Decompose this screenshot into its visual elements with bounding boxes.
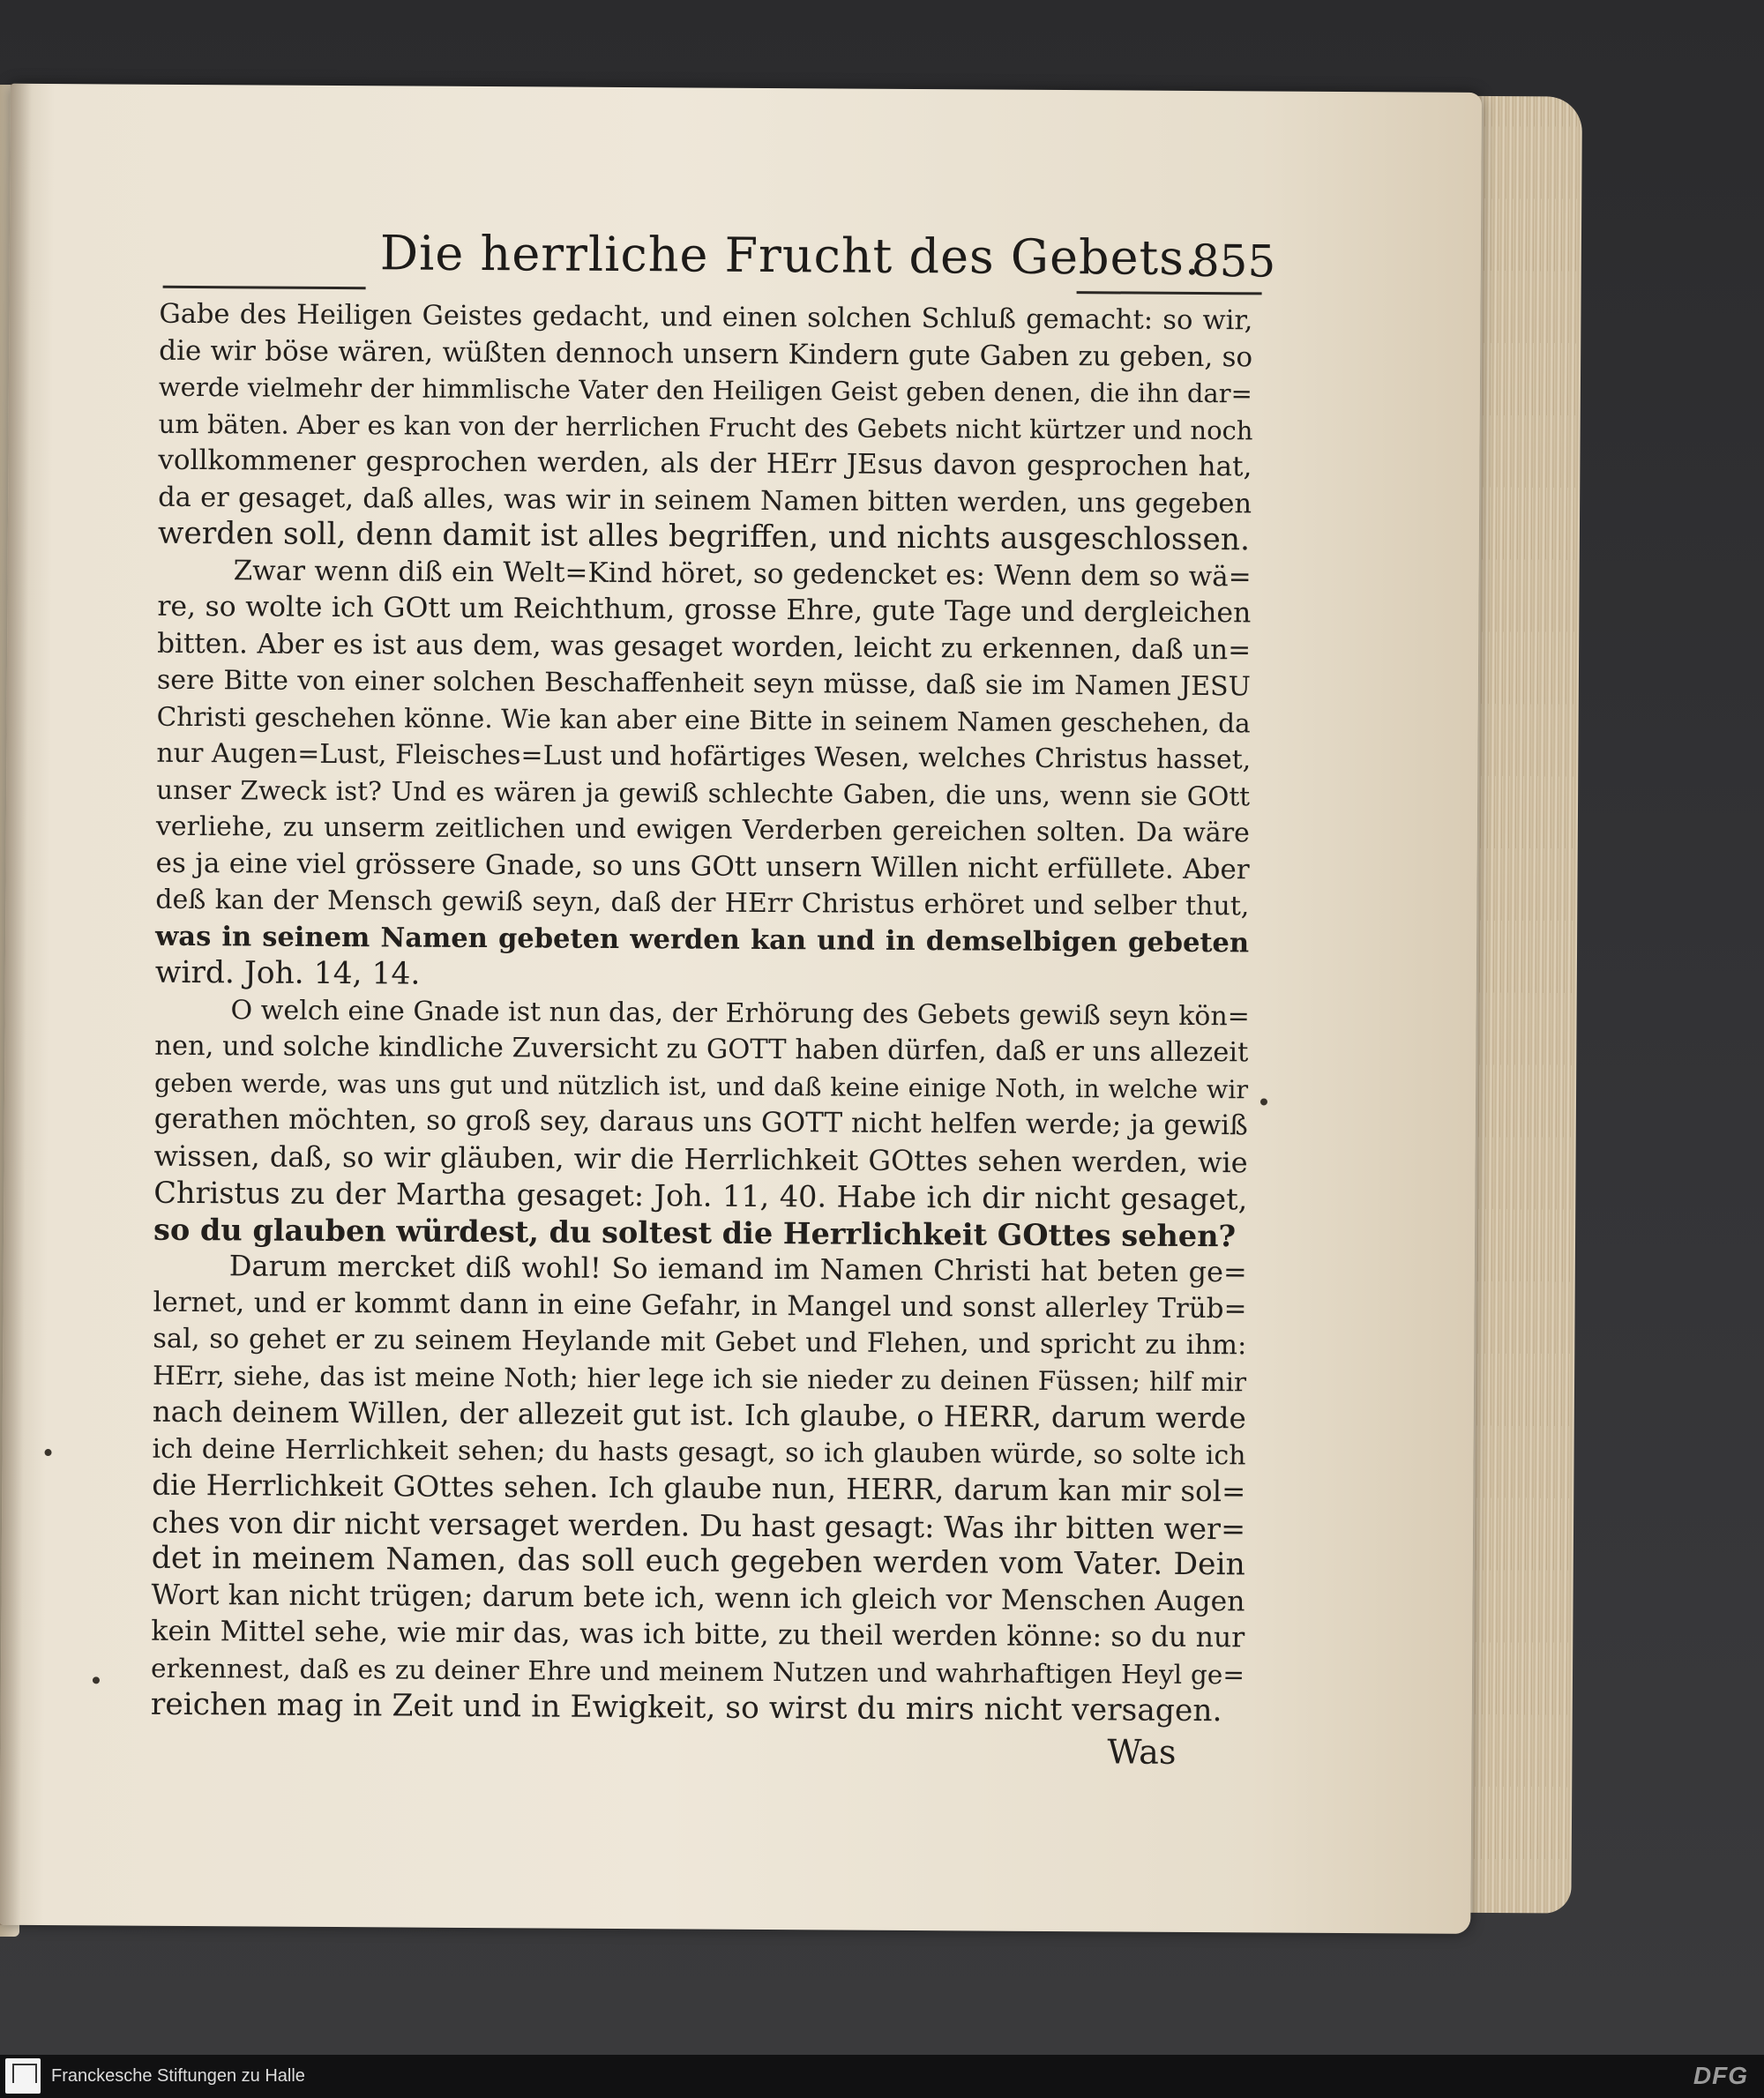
- text-line: so du glauben würdest, du soltest die Herrlichkeit GOttes sehen?: [153, 1212, 1237, 1253]
- viewer-footer: [0, 2055, 1764, 2098]
- book-page: [0, 84, 1482, 1934]
- text-line: Christi geschehen könne. Wie kan aber eine Bitte in seinem Namen geschehen, da: [156, 701, 1251, 738]
- text-line: werden soll, denn damit ist alles begriffen, und nichts ausgeschlossen.: [157, 515, 1251, 558]
- book-page-block: [0, 84, 1528, 1936]
- text-line: wird. Joh. 14, 14.: [154, 954, 421, 992]
- text-line: sere Bitte von einer solchen Beschaffenheit seyn müsse, daß sie im Namen JESU: [156, 664, 1251, 703]
- text-line: Wort kan nicht trügen; darum bete ich, wenn ich gleich vor Menschen Augen: [151, 1579, 1245, 1617]
- running-title: Die herrliche Frucht des Gebets.: [379, 225, 1201, 286]
- text-line: verliehe, zu unserm zeitlichen und ewigen Verderben gereichen solten. Da wäre: [155, 810, 1250, 849]
- header-rule-left: [163, 286, 366, 289]
- text-line: nach deinem Willen, der allezeit gut ist. Ich glaube, o HERR, darum werde: [152, 1394, 1246, 1436]
- text-line: ches von dir nicht versaget werden. Du hast gesagt: Was ihr bitten wer=: [151, 1504, 1246, 1546]
- text-line: bitten. Aber es ist aus dem, was gesaget worden, leicht zu erkennen, daß un=: [157, 627, 1252, 666]
- text-line: vollkommener gesprochen werden, als der HErr JEsus davon gesprochen hat,: [158, 444, 1252, 483]
- text-line: um bäten. Aber es kan von der herrlichen Frucht des Gebets nicht kürtzer und noch: [158, 408, 1253, 445]
- catchword: Was: [1107, 1732, 1177, 1772]
- page-number: 855: [1191, 235, 1276, 287]
- text-line: reichen mag in Zeit und in Ewigkeit, so wirst du mirs nicht versagen.: [150, 1686, 1222, 1729]
- text-line: nen, und solche kindliche Zuversicht zu GOTT haben dürfen, daß er uns allezeit: [154, 1030, 1249, 1069]
- text-line: O welch eine Gnade ist nun das, der Erhörung des Gebets gewiß seyn kön=: [230, 994, 1250, 1032]
- text-line: geben werde, was uns gut und nützlich ist, und daß keine einige Noth, in welche wir: [153, 1068, 1249, 1104]
- text-line: gerathen möchten, so groß sey, daraus uns GOTT nicht helfen werde; ja gewiß: [153, 1102, 1248, 1142]
- institution-name[interactable]: Franckesche Stiftungen zu Halle: [51, 2066, 305, 2086]
- ink-speck: [45, 1449, 52, 1456]
- text-line: sal, so gehet er zu seinem Heylande mit Gebet und Flehen, und spricht zu ihm:: [153, 1323, 1247, 1362]
- ink-speck: [93, 1676, 100, 1684]
- text-line: nur Augen=Lust, Fleisches=Lust und hofärtiges Wesen, welches Christus hasset,: [156, 737, 1252, 776]
- text-line: werde vielmehr der himmlische Vater den Heiligen Geist geben denen, die ihn dar=: [158, 371, 1252, 409]
- text-line: det in meinem Namen, das soll euch gegeben werden vom Vater. Dein: [151, 1540, 1245, 1583]
- text-line: wissen, daß, so wir gläuben, wir die Herrlichkeit GOttes sehen werden, wie: [153, 1139, 1248, 1179]
- text-line: Darum mercket diß wohl! So iemand im Namen Christi hat beten ge=: [228, 1249, 1247, 1289]
- institution-logo-icon: [5, 2058, 41, 2094]
- logo-building-shape: [12, 2064, 37, 2083]
- text-line: erkennest, daß es zu deiner Ehre und meinem Nutzen und wahrhaftigen Heyl ge=: [150, 1653, 1245, 1690]
- text-line: HErr, siehe, das ist meine Noth; hier lege ich sie nieder zu deinen Füssen; hilf mir: [152, 1360, 1247, 1397]
- ink-speck: [1260, 1098, 1267, 1105]
- text-line: Zwar wenn diß ein Welt=Kind höret, so gedencket es: Wenn dem so wä=: [233, 554, 1252, 593]
- body-text: [151, 296, 1253, 1730]
- text-line: die Herrlichkeit GOttes sehen. Ich glaube nun, HERR, darum kan mir sol=: [152, 1467, 1246, 1509]
- dfg-logo: DFG: [1693, 2062, 1748, 2089]
- text-line: Christus zu der Martha gesaget: Joh. 11, 40. Habe ich dir nicht gesaget,: [153, 1175, 1248, 1217]
- page-header: [379, 225, 1276, 310]
- text-line: was in seinem Namen gebeten werden kan und in demselbigen gebeten: [155, 920, 1250, 959]
- text-line: deß kan der Mensch gewiß seyn, daß der HErr Christus erhöret und selber thut,: [155, 884, 1250, 922]
- text-line: unser Zweck ist? Und es wären ja gewiß schlechte Gaben, die uns, wenn sie GOtt: [156, 774, 1251, 811]
- text-line: Gabe des Heiligen Geistes gedacht, und einen solchen Schluß gemacht: so wir,: [159, 298, 1253, 337]
- text-line: lernet, und er kommt dann in eine Gefahr, in Mangel und sonst allerley Trüb=: [153, 1286, 1247, 1325]
- text-line: ich deine Herrlichkeit sehen; du hasts gesagt, so ich glauben würde, so solte ich: [152, 1433, 1246, 1471]
- text-line: kein Mittel sehe, wie mir das, was ich bitte, zu theil werden könne: so du nur: [151, 1615, 1245, 1654]
- text-line: da er gesaget, daß alles, was wir in seinem Namen bitten werden, uns gegeben: [158, 482, 1252, 519]
- text-line: es ja eine viel grössere Gnade, so uns GOtt unsern Willen nicht erfüllete. Aber: [155, 847, 1250, 885]
- text-line: re, so wolte ich GOtt um Reichthum, grosse Ehre, gute Tage und dergleichen: [157, 590, 1252, 630]
- text-line: die wir böse wären, wüßten dennoch unsern Kindern gute Gaben zu geben, so: [159, 334, 1253, 373]
